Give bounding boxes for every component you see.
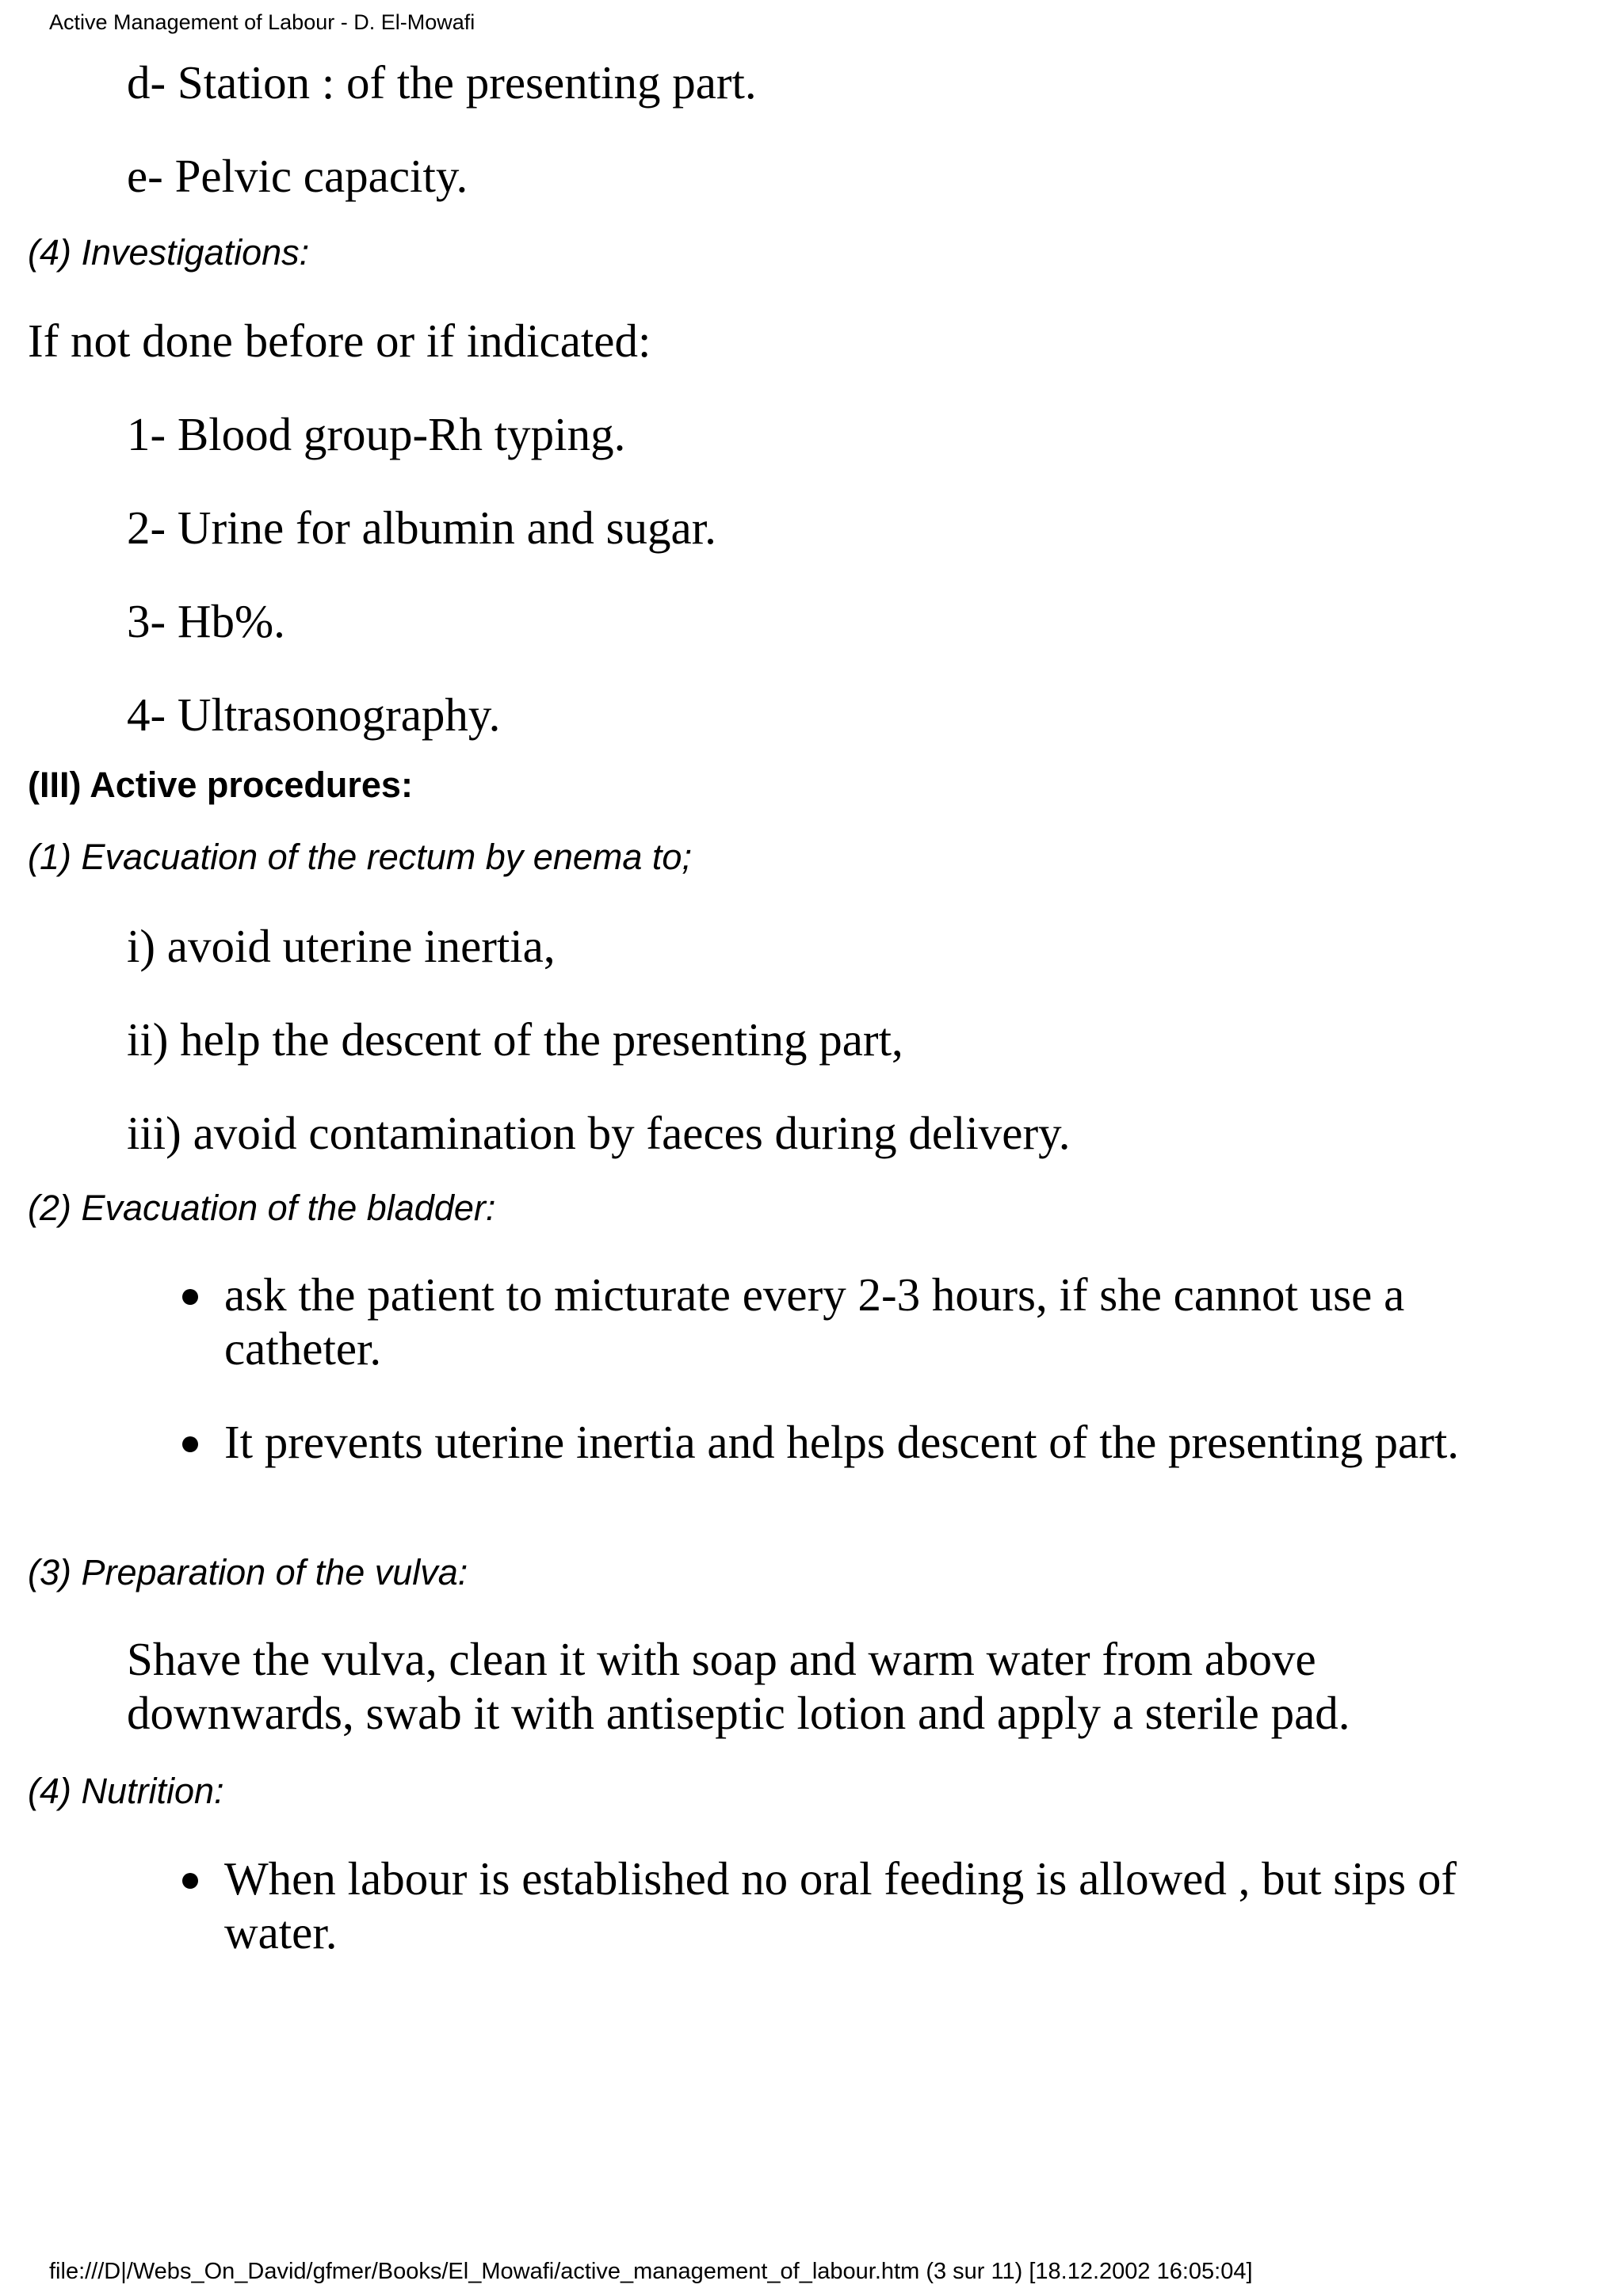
nutrition-bullet-item xyxy=(182,1852,1490,1959)
bladder-bullet-item xyxy=(182,1268,1490,1375)
bullet-text: When labour is established no oral feeding is allowed , but sips of water. xyxy=(224,1852,1457,1958)
exam-item-pelvic-capacity: e- Pelvic capacity. xyxy=(127,150,468,202)
active-procedures-heading: (III) Active procedures: xyxy=(28,765,413,805)
rectum-purpose-item: i) avoid uterine inertia, xyxy=(127,920,556,972)
rectum-purpose-item: iii) avoid contamination by faeces during delivery. xyxy=(127,1107,1071,1159)
investigations-intro: If not done before or if indicated: xyxy=(28,315,651,367)
rectum-evacuation-heading: (1) Evacuation of the rectum by enema to; xyxy=(28,837,692,877)
bladder-evacuation-heading: (2) Evacuation of the bladder: xyxy=(28,1188,496,1228)
investigation-item: 3- Hb%. xyxy=(127,595,285,647)
print-footer-path: file:///D|/Webs_On_David/gfmer/Books/El_Mowafi/active_management_of_labour.htm (3 sur 11) [18.12.2002 16:05:04] xyxy=(49,2259,1253,2284)
investigation-item: 1- Blood group-Rh typing. xyxy=(127,408,626,460)
print-header-title: Active Management of Labour - D. El-Mowafi xyxy=(49,10,475,34)
vulva-preparation-text: Shave the vulva, clean it with soap and warm water from above downwards, swab it with antiseptic lotion and apply a sterile pad. xyxy=(127,1633,1350,1739)
nutrition-heading: (4) Nutrition: xyxy=(28,1771,224,1811)
investigations-heading: (4) Investigations: xyxy=(28,232,310,273)
vulva-preparation-heading: (3) Preparation of the vulva: xyxy=(28,1552,468,1592)
bullet-dot-icon xyxy=(182,1436,198,1452)
exam-item-station: d- Station : of the presenting part. xyxy=(127,56,757,109)
investigation-item: 4- Ultrasonography. xyxy=(127,688,501,741)
investigation-item: 2- Urine for albumin and sugar. xyxy=(127,502,716,554)
bladder-bullet-item xyxy=(182,1415,1490,1469)
bullet-dot-icon xyxy=(182,1873,198,1889)
bullet-text: ask the patient to micturate every 2-3 hours, if she cannot use a catheter. xyxy=(224,1268,1405,1375)
bullet-text: It prevents uterine inertia and helps descent of the presenting part. xyxy=(224,1416,1460,1468)
bullet-dot-icon xyxy=(182,1289,198,1305)
rectum-purpose-item: ii) help the descent of the presenting part, xyxy=(127,1013,903,1066)
